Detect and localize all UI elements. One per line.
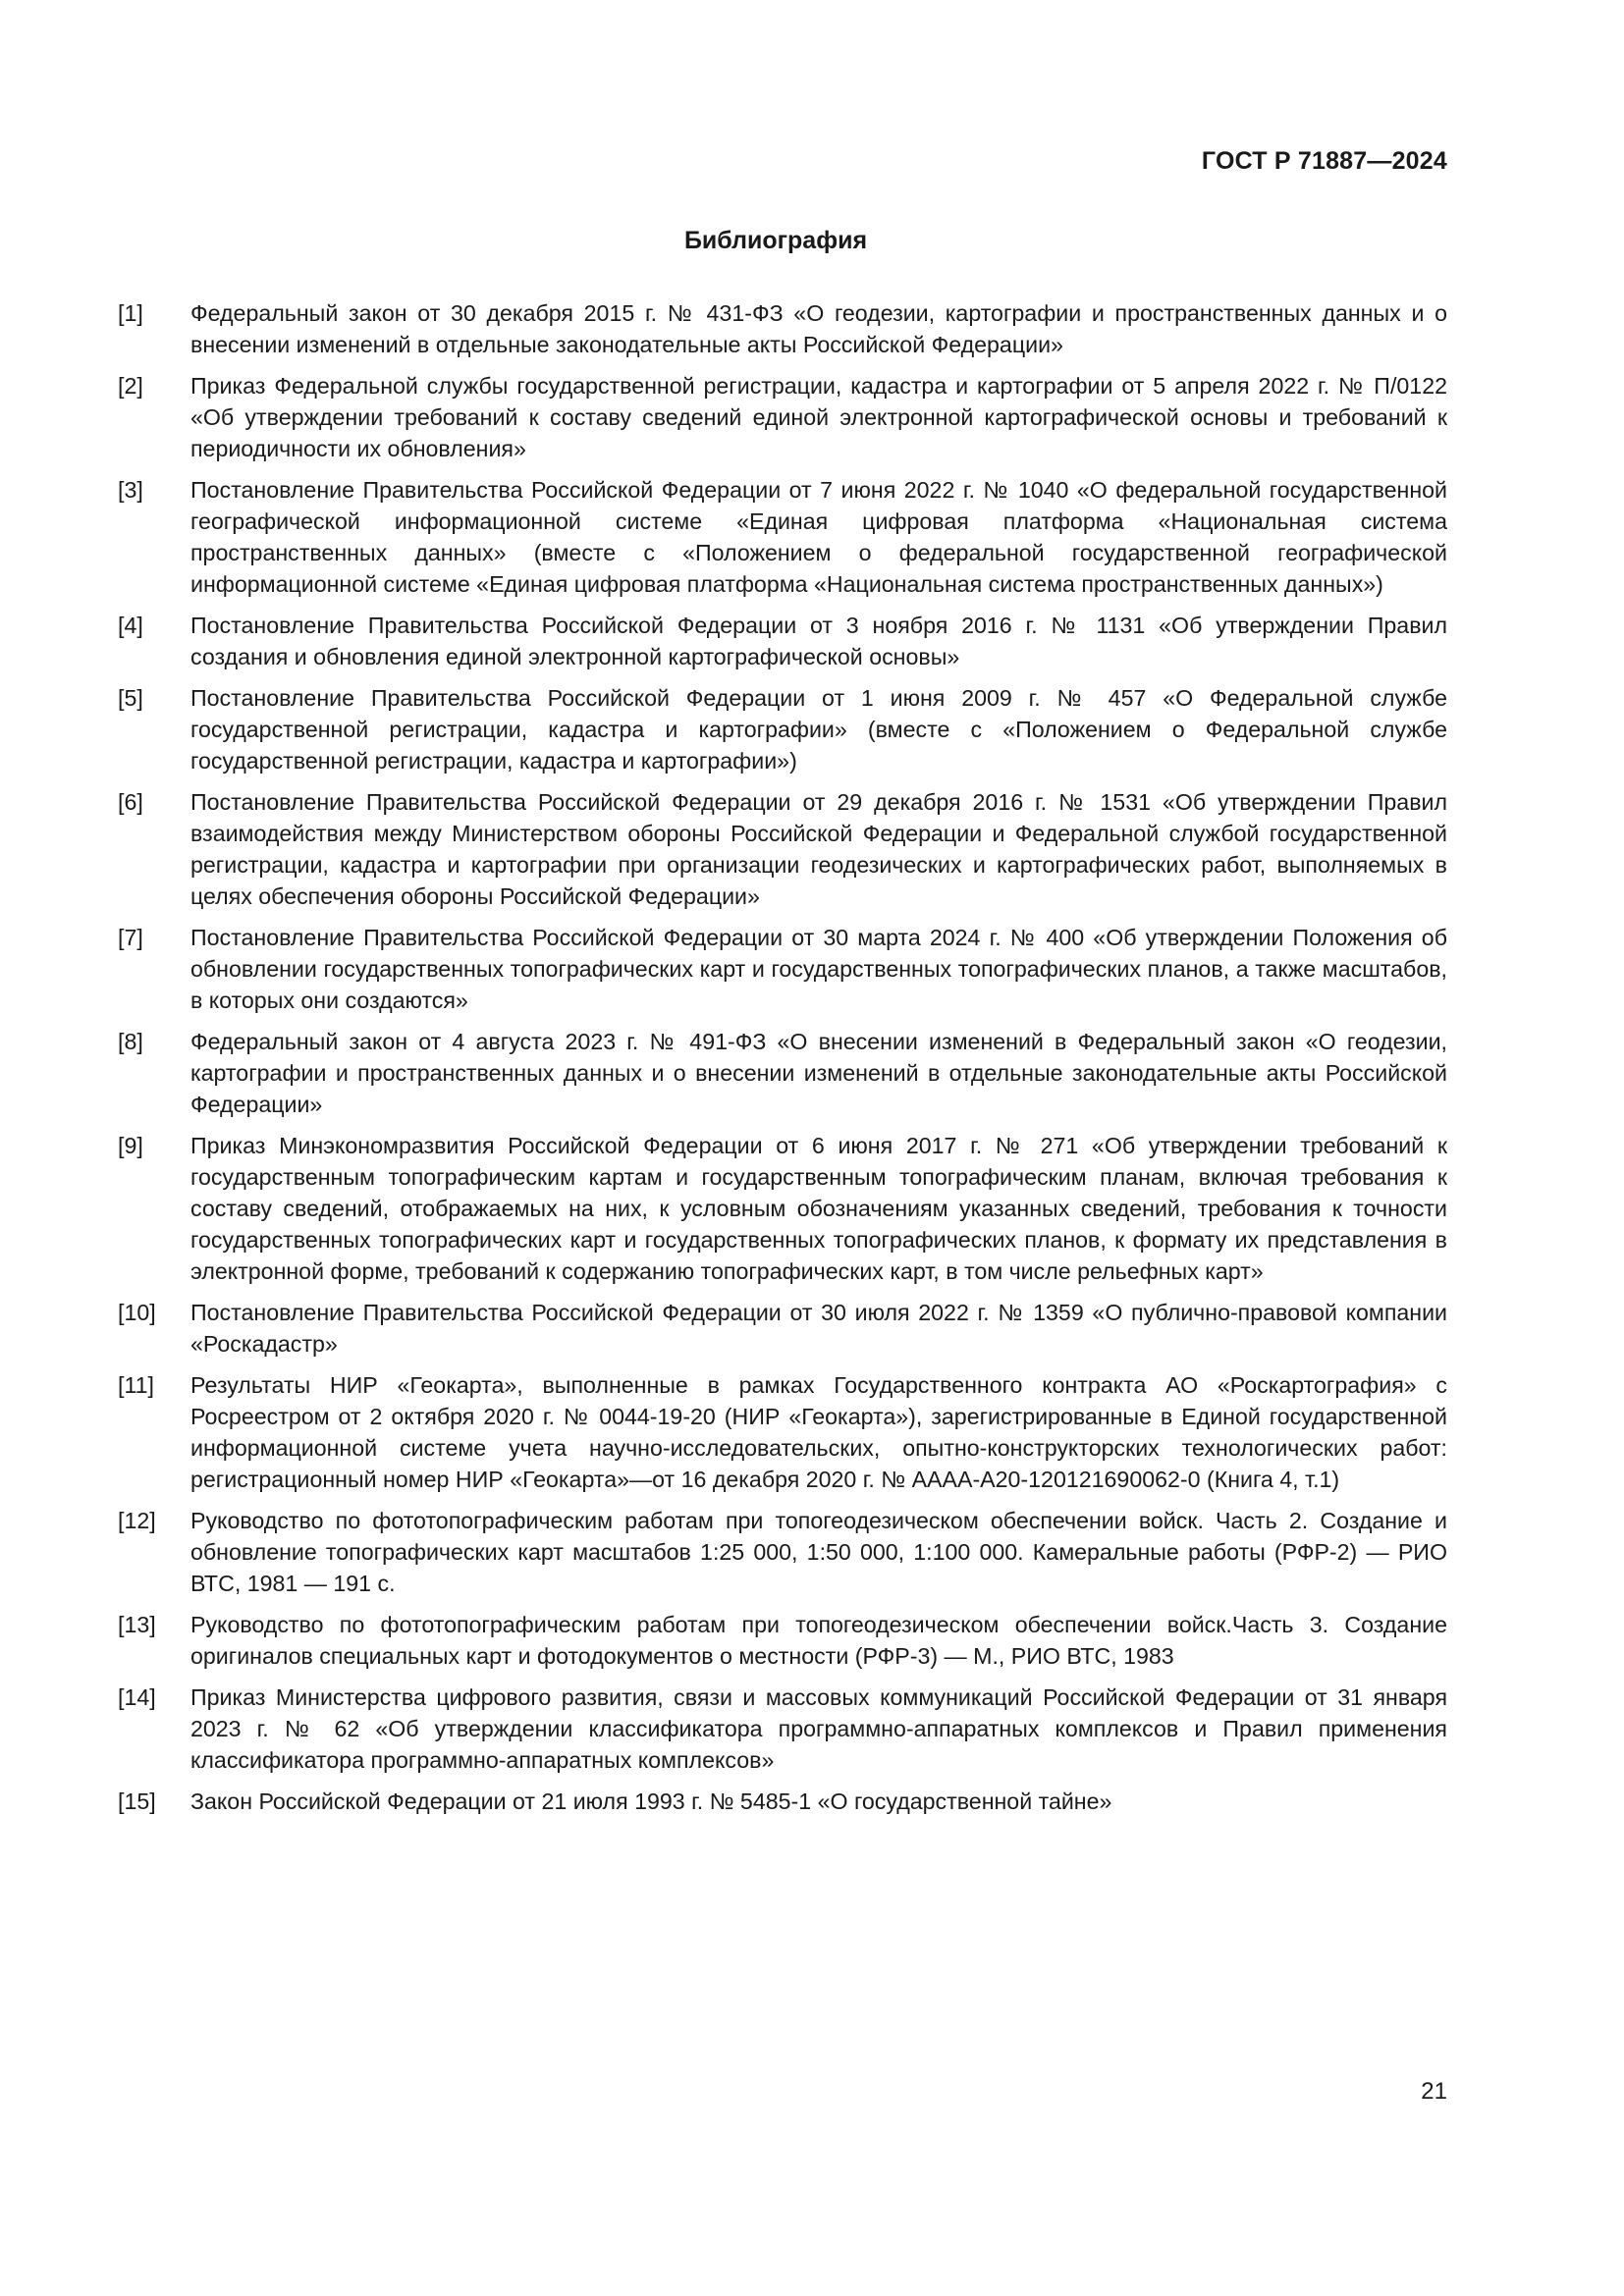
entry-text: Приказ Министерства цифрового развития, связи и массовых коммуникаций Российской Федерации от 31 января 2023 г. № 62 «Об утверждении классификатора программно-аппаратных комплексов и Правил применения классификатора программно-аппаратных комплексов» [190, 1684, 1447, 1773]
bibliography-entry [118, 1369, 1447, 1495]
entry-number: [4] [118, 613, 143, 638]
entry-number: [6] [118, 789, 143, 815]
entry-number: [8] [118, 1029, 143, 1054]
entry-number: [11] [118, 1372, 154, 1398]
entry-text: Приказ Минэкономразвития Российской Федерации от 6 июня 2017 г. № 271 «Об утверждении требований к государственным топографическим картам и государственным топографическим планам, включая требования к составу сведений, отображаемых на них, к условным обозначениям указанных сведений, требования к точности государственных топографических карт и государственных топографических планов, к формату их представления в электронной форме, требований к содержанию топографических карт, в том числе рельефных карт» [190, 1133, 1447, 1284]
entry-number: [12] [118, 1508, 156, 1533]
bibliography-entry [118, 370, 1447, 464]
bibliography-entry [118, 1786, 1447, 1817]
entry-number: [13] [118, 1612, 156, 1637]
entry-text: Федеральный закон от 4 августа 2023 г. № 491-ФЗ «О внесении изменений в Федеральный закон «О геодезии, картографии и пространственных данных и о внесении изменений в отдельные законодательные акты Российской Федерации» [190, 1029, 1447, 1117]
entry-text: Постановление Правительства Российской Федерации от 30 марта 2024 г. № 400 «Об утверждении Положения об обновлении государственных топографических карт и государственных топографических планов, а также масштабов, в которых они создаются» [190, 925, 1447, 1013]
entry-text: Постановление Правительства Российской Федерации от 29 декабря 2016 г. № 1531 «Об утверждении Правил взаимодействия между Министерством обороны Российской Федерации и Федеральной службой государственной регистрации, кадастра и картографии при организации геодезических и картографических работ, выполняемых в целях обеспечения обороны Российской Федерации» [190, 789, 1447, 909]
entry-text: Постановление Правительства Российской Федерации от 30 июля 2022 г. № 1359 «О публично-правовой компании «Роскадастр» [190, 1300, 1447, 1357]
entry-text: Постановление Правительства Российской Федерации от 1 июня 2009 г. № 457 «О Федеральной службе государственной регистрации, кадастра и картографии» (вместе с «Положением о Федеральной службе государственной регистрации, кадастра и картографии») [190, 685, 1447, 774]
entry-number: [14] [118, 1684, 156, 1710]
entry-text: Результаты НИР «Геокарта», выполненные в рамках Государственного контракта АО «Роскартография» с Росреестром от 2 октября 2020 г. № 0044-19-20 (НИР «Геокарта»), зарегистрированные в Единой государственной информационной системе учета научно-исследовательских, опытно-конструкторских технологических работ: регистрационный номер НИР «Геокарта»—от 16 декабря 2020 г. № АААА-А20-120121690062-0 (Книга 4, т.1) [190, 1372, 1447, 1492]
entry-number: [2] [118, 373, 143, 399]
entry-text: Приказ Федеральной службы государственной регистрации, кадастра и картографии от 5 апреля 2022 г. № П/0122 «Об утверждении требований к составу сведений единой электронной картографической основы и требований к периодичности их обновления» [190, 373, 1447, 461]
entry-text: Закон Российской Федерации от 21 июля 1993 г. № 5485-1 «О государственной тайне» [190, 1789, 1112, 1814]
entry-number: [5] [118, 685, 143, 711]
entry-number: [7] [118, 925, 143, 950]
entry-text: Федеральный закон от 30 декабря 2015 г. № 431-ФЗ «О геодезии, картографии и пространственных данных и о внесении изменений в отдельные законодательные акты Российской Федерации» [190, 300, 1447, 357]
bibliography-list [118, 297, 1447, 1827]
entry-number: [10] [118, 1300, 156, 1325]
section-title: Библиография [683, 227, 868, 254]
document-identifier: ГОСТ Р 71887—2024 [1201, 147, 1447, 175]
bibliography-entry [118, 682, 1447, 776]
bibliography-entry [118, 922, 1447, 1016]
bibliography-entry [118, 610, 1447, 672]
bibliography-entry [118, 1026, 1447, 1120]
bibliography-entry [118, 786, 1447, 912]
bibliography-entry [118, 1297, 1447, 1360]
entry-text: Руководство по фототопографическим работам при топогеодезическом обеспечении войск.Часть 3. Создание оригиналов специальных карт и фотодокументов о местности (РФР-3) — М., РИО ВТС, 1983 [190, 1612, 1447, 1669]
entry-number: [15] [118, 1789, 156, 1814]
bibliography-entry [118, 1609, 1447, 1672]
entry-text: Постановление Правительства Российской Федерации от 3 ноября 2016 г. № 1131 «Об утверждении Правил создания и обновления единой электронной картографической основы» [190, 613, 1447, 669]
page-number: 21 [1421, 2078, 1447, 2105]
entry-number: [1] [118, 300, 143, 326]
entry-text: Руководство по фототопографическим работам при топогеодезическом обеспечении войск. Часть 2. Создание и обновление топографических карт масштабов 1:25 000, 1:50 000, 1:100 000. Камеральные работы (РФР-2) — РИО ВТС, 1981 — 191 с. [190, 1508, 1447, 1596]
bibliography-entry [118, 474, 1447, 600]
entry-text: Постановление Правительства Российской Федерации от 7 июня 2022 г. № 1040 «О федеральной государственной географической информационной системе «Единая цифровая платформа «Национальная система пространственных данных» (вместе с «Положением о федеральной государственной географической информационной системе «Единая цифровая платформа «Национальная система пространственных данных») [190, 477, 1447, 597]
bibliography-entry [118, 1505, 1447, 1599]
entry-number: [3] [118, 477, 143, 503]
bibliography-entry [118, 297, 1447, 360]
bibliography-entry [118, 1130, 1447, 1287]
bibliography-entry [118, 1682, 1447, 1776]
entry-number: [9] [118, 1133, 143, 1158]
